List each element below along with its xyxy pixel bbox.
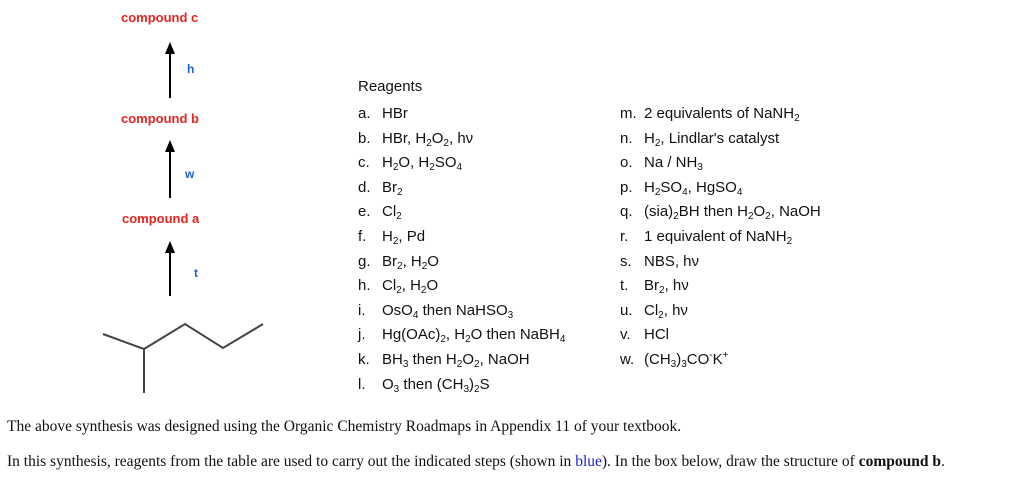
compound-a-label: compound a [122, 211, 200, 226]
reagent-value: $Cl_2$, hν [644, 301, 688, 321]
reagent-value: HBr [382, 105, 408, 122]
reagent-key: m. [620, 105, 637, 122]
reagent-column-right [620, 102, 821, 373]
reagent-key: a. [358, 105, 371, 122]
reagent-key: g. [358, 252, 371, 270]
reagent-key: h. [358, 277, 371, 295]
reagent-value: $H_2SO_4$, HgSO$_4$ [644, 178, 743, 198]
reagent-key: v. [620, 326, 631, 344]
reagent-row-u [620, 299, 821, 324]
reagent-row-n [620, 127, 821, 152]
reagent-row-s [620, 250, 821, 275]
reaction-arrow-t [163, 241, 177, 296]
reagent-key: i. [358, 301, 366, 319]
reagent-row-p [620, 176, 821, 201]
paragraph-2-part2: ). In the box below, draw the structure of [601, 453, 859, 470]
reagent-row-o [620, 151, 821, 176]
reagent-row-j [358, 323, 565, 348]
reagent-row-e [358, 200, 565, 225]
reagent-row-d [358, 176, 565, 201]
reagent-key: b. [358, 129, 371, 147]
reagent-key: c. [358, 154, 370, 172]
reagent-row-v [620, 323, 821, 348]
reagent-value: $O_3$ then $(CH_3)_2S$ [382, 375, 490, 395]
reagent-value: Na / $NH_3$ [644, 154, 703, 174]
reagent-key: l. [358, 375, 366, 393]
paragraph-2-part1: In this synthesis, reagents from the table are used to carry out the indicated steps (shown in [7, 453, 576, 470]
reagent-row-q [620, 200, 821, 225]
paragraph-1: The above synthesis was designed using the Organic Chemistry Roadmaps in Appendix 11 of your textbook. [7, 418, 682, 435]
step-label-h: h [187, 62, 195, 76]
reagent-key: e. [358, 203, 371, 221]
compound-c-label: compound c [121, 10, 199, 25]
reagent-value: $H_2$, Pd [382, 227, 426, 247]
reagent-row-g [358, 250, 565, 275]
paragraph-2 [7, 453, 945, 471]
reagents-title: Reagents [358, 78, 423, 95]
reagent-key: j. [358, 326, 366, 344]
reagent-value: $Cl_2$, $H_2O$ [382, 277, 439, 297]
reagent-column-left [358, 102, 565, 397]
reagent-row-b [358, 127, 565, 152]
reagent-key: f. [358, 227, 367, 245]
reagent-value: 1 equivalent of NaNH$_2$ [644, 227, 793, 247]
reagent-row-t [620, 274, 821, 299]
starting-material-structure [95, 318, 270, 396]
reagent-row-r [620, 225, 821, 250]
reagent-row-l [358, 373, 565, 398]
reagent-row-f [358, 225, 565, 250]
reagent-value: HCl [644, 326, 669, 344]
reagent-key: u. [620, 301, 633, 319]
reagent-value: NBS, hν [644, 252, 700, 270]
reagent-row-a [358, 102, 565, 127]
reagent-value: $(CH_3)_3CO^-K^+$ [644, 349, 729, 370]
reagent-key: w. [620, 350, 635, 368]
reagent-key: r. [620, 227, 629, 245]
reagent-value: HBr, $H_2O_2$, hν [382, 129, 474, 149]
paragraph-2-blue: blue [575, 453, 602, 470]
reaction-arrow-w [163, 140, 177, 198]
reagent-key: q. [620, 203, 633, 221]
reagent-row-w [620, 348, 821, 373]
reagent-value: $Br_2$, hν [644, 277, 689, 297]
paragraph-2-bold: compound b [858, 453, 941, 470]
reagent-row-m [620, 102, 821, 127]
reagent-key: n. [620, 129, 633, 147]
reagent-row-k [358, 348, 565, 373]
reagent-key: p. [620, 178, 633, 196]
step-label-t: t [194, 266, 198, 280]
reagent-value: $Br_2$, $H_2O$ [382, 252, 439, 272]
reagent-value: $Hg(OAc)_2$, $H_2O$ then NaBH$_4$ [382, 326, 566, 346]
reaction-arrow-h [163, 42, 177, 98]
reagent-value: $(sia)_2BH$ then $H_2O_2$, NaOH [644, 203, 821, 223]
step-label-w: w [185, 167, 195, 181]
reagent-row-i [358, 299, 565, 324]
reagent-row-h [358, 274, 565, 299]
paragraph-2-part3: . [940, 453, 945, 470]
reagent-value: $BH_3$ then $H_2O_2$, NaOH [382, 350, 530, 370]
reagent-value: $Cl_2$ [382, 203, 402, 223]
compound-b-label: compound b [121, 111, 199, 126]
reagent-key: k. [358, 350, 370, 368]
reagent-key: o. [620, 154, 633, 172]
reagent-key: t. [620, 277, 629, 295]
reagent-value: $Br_2$ [382, 178, 403, 198]
reagent-key: d. [358, 178, 371, 196]
reagent-value: 2 equivalents of NaNH$_2$ [644, 105, 800, 124]
reagent-value: $H_2O$, $H_2SO_4$ [382, 154, 463, 174]
reagent-key: s. [620, 252, 632, 270]
reagent-value: OsO$_4$ then NaHSO$_3$ [382, 301, 514, 321]
reagent-row-c [358, 151, 565, 176]
reagent-value: $H_2$, Lindlar's catalyst [644, 129, 780, 149]
